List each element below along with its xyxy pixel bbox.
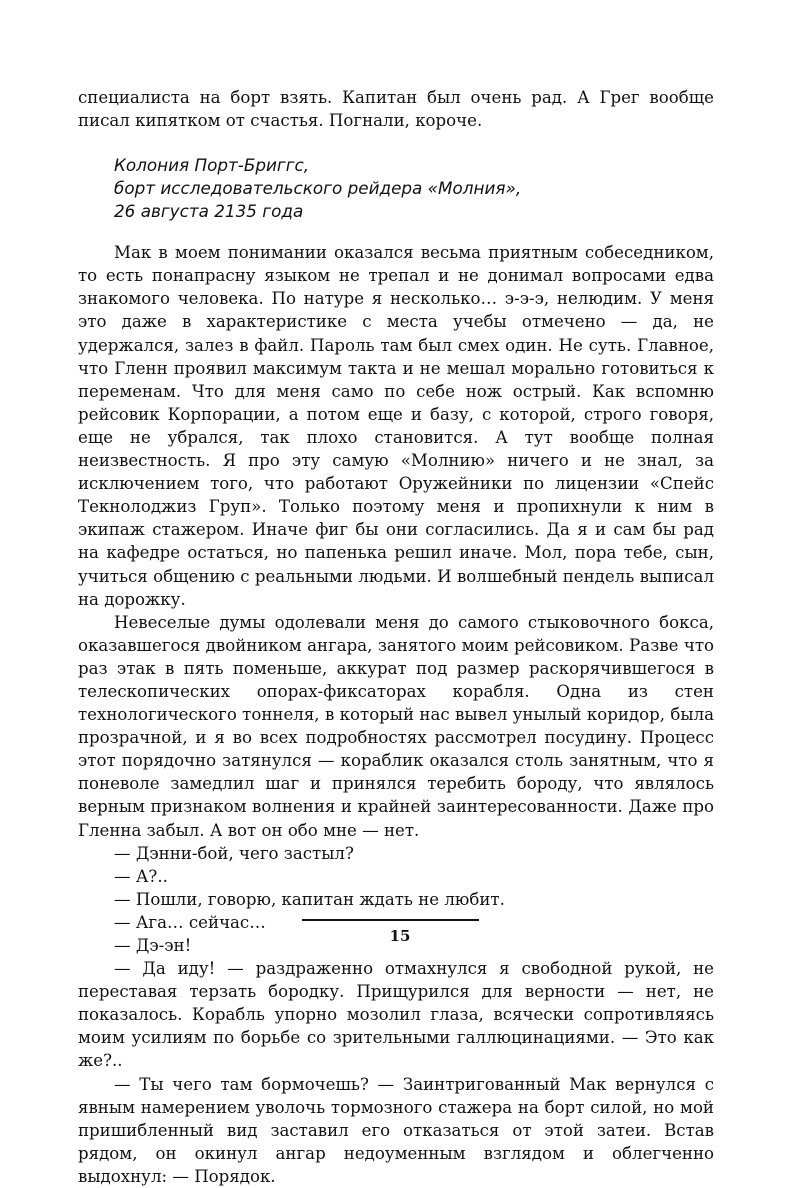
dialogue-line: — Ага… сейчас… [114, 912, 266, 932]
paragraph-continued: специалиста на борт взять. Капитан был очень рад. А Грег вообще писал кипятком от счастья. Погнали, короче. [78, 88, 714, 131]
paragraph: Мак в моем понимании оказался весьма приятным собеседником, то есть понапрасну языком не трепал и не донимал вопросами едва знакомого человека. По натуре я несколько… э-э-э, нелюдим. У меня это даже в характеристике с места учебы отмечено — да, не удержался, залез в файл. Пароль там был смех один. Не суть. Главное, что Гленн проявил максимум такта и не мешал морально готовиться к переменам. Что для меня само по себе нож острый. Как вспомню рейсовик Корпорации, а потом еще и базу, с которой, строго говоря, еще не убрался, так плохо становится. А тут вообще полная неизвестность. Я про эту самую «Молнию» ничего и не знал, за исключением того, что работают Оружейники по лицензии «Спейс Текнолоджиз Груп». Только поэтому меня и пропихнули к ним в экипаж стажером. Иначе фиг бы они согласились. Да я и сам бы рад на кафедре остаться, но папенька решил иначе. Мол, пора тебе, сын, учиться общению с реальными людьми. И волшебный пендель выписал на дорожку. [78, 243, 714, 609]
section-heading [78, 154, 714, 223]
page-number: 15 [389, 927, 411, 945]
heading-line-ship: борт исследовательского рейдера «Молния», [114, 178, 522, 199]
heading-line-location: Колония Порт-Бриггс, [114, 155, 310, 176]
paragraph: Невеселые думы одолевали меня до самого стыковочного бокса, оказавшегося двойником ангара, занятого моим рейсовиком. Разве что раз этак в пять поменьше, аккурат под размер раскорячившегося в телескопических опорах-фиксаторах корабля. Одна из стен технологического тоннеля, в который нас вывел унылый коридор, была прозрачной, и я во всех подробностях рассмотрел посудину. Процесс этот порядочно затянулся — кораблик оказался столь занятным, что я поневоле замедлил шаг и принялся теребить бороду, что являлось верным признаком волнения и крайней заинтересованности. Даже про Гленна забыл. А вот он обо мне — нет. [78, 612, 714, 840]
heading-line-date: 26 августа 2135 года [114, 201, 304, 222]
footer-rule [302, 919, 479, 921]
dialogue-line: — Пошли, говорю, капитан ждать не любит. [114, 889, 505, 909]
dialogue-line: — Ты чего там бормочешь? — Заинтригованный Мак вернулся с явным намерением уволочь тормозного стажера на борт силой, но мой пришибленный вид заставил его отказаться от этой затеи. Встав рядом, он окинул ангар недоуменным взглядом и облегченно выдохнул: — Порядок. [78, 1074, 714, 1186]
dialogue-line: — Дэ-эн! [114, 936, 192, 955]
book-page-text [78, 86, 714, 1188]
dialogue-line: — А?.. [114, 866, 168, 886]
dialogue-line: — Да иду! — раздраженно отмахнулся я свободной рукой, не переставая терзать бородку. Прищурился для верности — нет, не показалось. Корабль упорно мозолил глаза, всячески сопротивляясь моим усилиям по борьбе со зрительными галлюцинациями. — Это как же?.. [78, 959, 714, 1071]
dialogue-line: — Дэнни-бой, чего застыл? [114, 843, 354, 863]
